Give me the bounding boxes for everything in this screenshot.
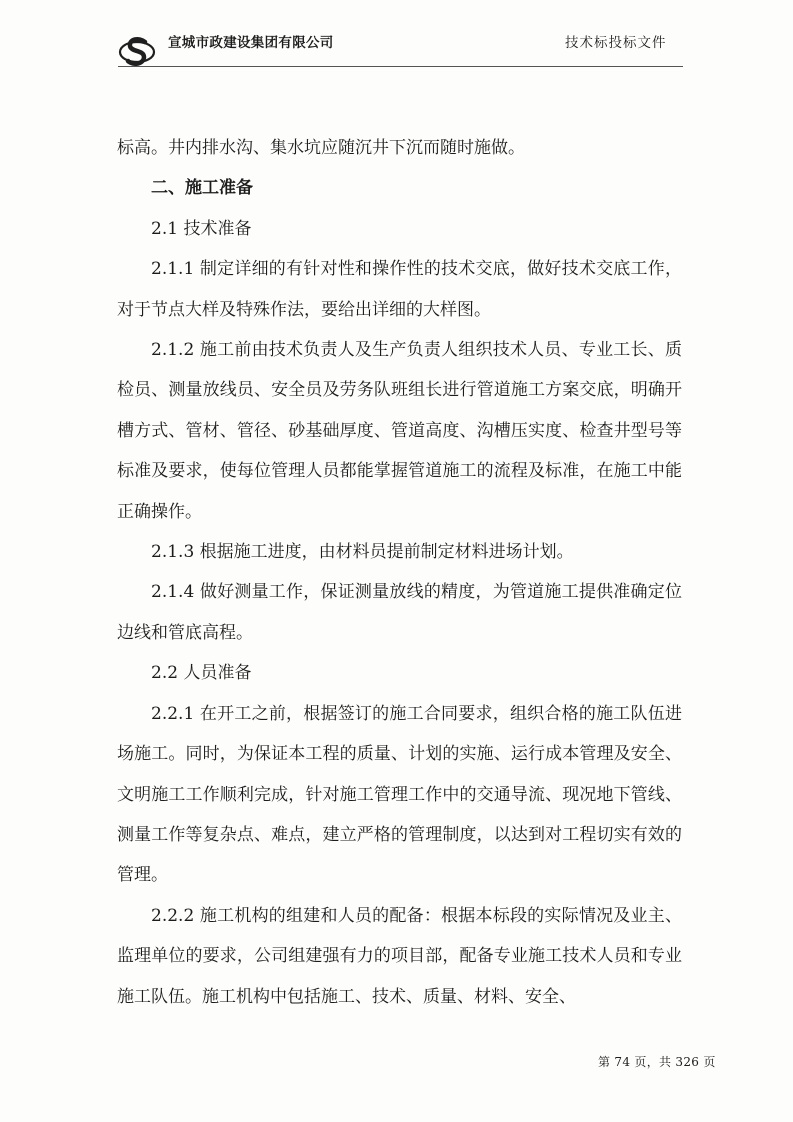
body-paragraph: 2.2.1 在开工之前，根据签订的施工合同要求，组织合格的施工队伍进场施工。同时，为保证本工程的质量、计划的实施、运行成本管理及安全、文明施工工作顺利完成，针对施工管理工作中的交通导流、现况地下管线、测量工作等复杂点、难点，建立严格的管理制度，以达到对工程切实有效的管理。 [117,703,682,886]
body-paragraph: 2.1.3 根据施工进度，由材料员提前制定材料进场计划。 [151,542,574,563]
document-type: 技术标投标文件 [565,35,667,51]
body-paragraph: 2.2.2 施工机构的组建和人员的配备：根据本标段的实际情况及业主、监理单位的要求，公司组建强有力的项目部，配备专业施工技术人员和专业施工队伍。施工机构中包括施工、技术、质量、材料、安全、 [117,905,682,1007]
section-heading: 二、施工准备 [151,178,253,199]
body-paragraph: 标高。井内排水沟、集水坑应随沉井下沉而随时施做。 [117,138,525,158]
header-divider [118,66,683,67]
body-paragraph: 2.1.1 制定详细的有针对性和操作性的技术交底，做好技术交底工作，对于节点大样及特殊作法，要给出详细的大样图。 [117,259,682,320]
body-paragraph: 2.2 人员准备 [151,663,252,684]
body-paragraph: 2.1 技术准备 [151,218,252,239]
body-paragraph: 2.1.4 做好测量工作，保证测量放线的精度，为管道施工提供准确定位边线和管底高程。 [117,582,682,643]
page-header [0,0,793,90]
company-name: 宣城市政建设集团有限公司 [168,35,334,51]
document-body [117,128,682,1017]
body-paragraph: 2.1.2 施工前由技术负责人及生产负责人组织技术人员、专业工长、质检员、测量放线员、安全员及劳务队班组长进行管道施工方案交底，明确开槽方式、管材、管径、砂基础厚度、管道高度、沟槽压实度、检查井型号等标准及要求，使每位管理人员都能掌握管道施工的流程及标准，在施工中能正确操作。 [117,340,682,522]
page-number: 第 74 页，共 326 页 [598,1055,716,1069]
